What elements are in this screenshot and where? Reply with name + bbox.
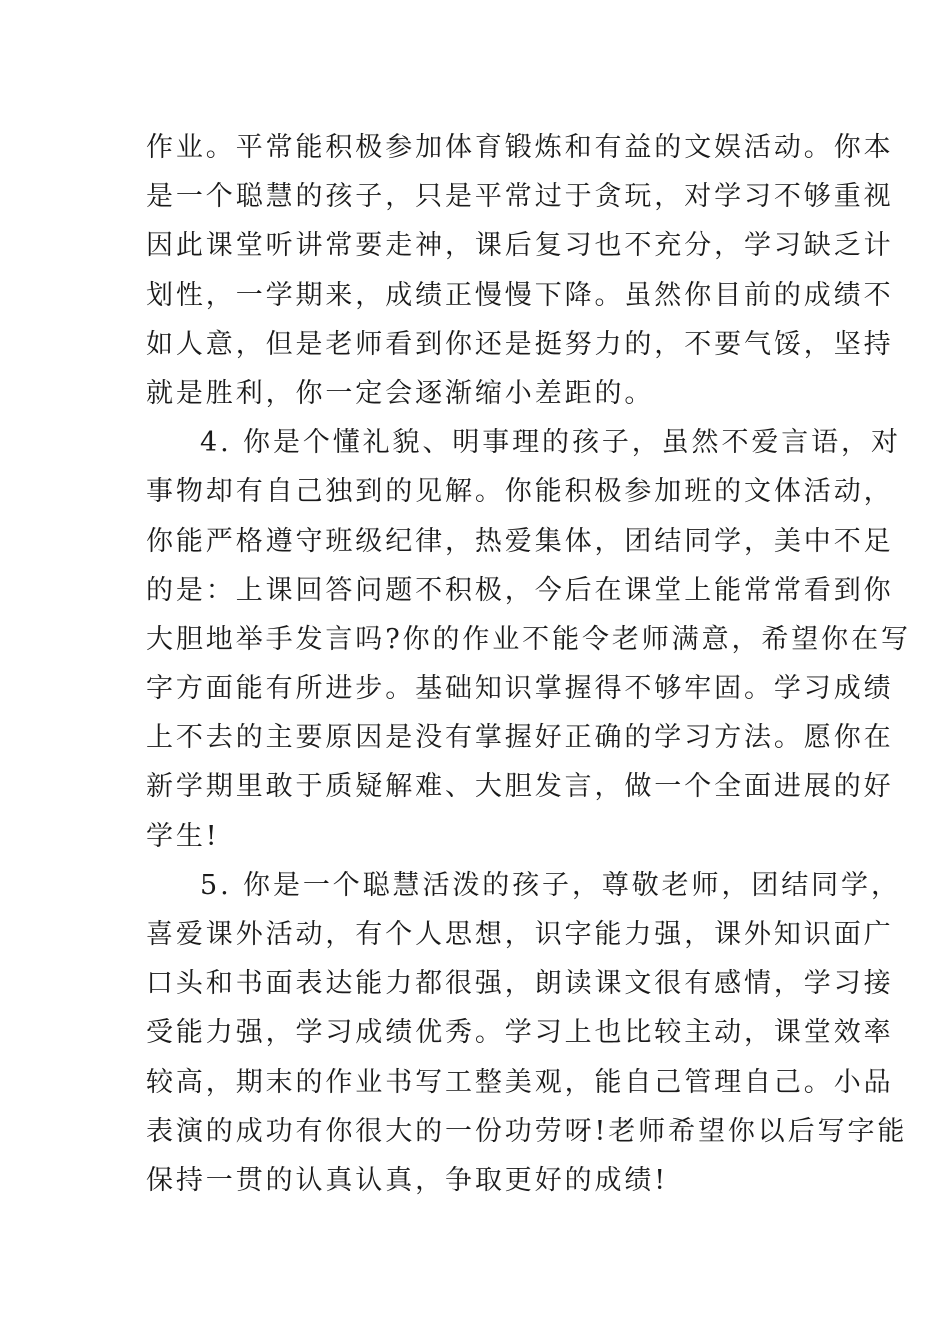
text-line: 4. 你是个懂礼貌、明事理的孩子，虽然不爱言语，对 — [200, 427, 901, 459]
text-line: 上不去的主要原因是没有掌握好正确的学习方法。愿你在 — [146, 722, 894, 754]
document-body — [146, 123, 911, 1205]
text-line: 受能力强，学习成绩优秀。学习上也比较主动，课堂效率 — [146, 1017, 894, 1049]
text-line: 如人意，但是老师看到你还是挺努力的，不要气馁，坚持 — [146, 328, 894, 360]
text-line: 5. 你是一个聪慧活泼的孩子，尊敬老师，团结同学， — [200, 869, 901, 901]
text-line: 大胆地举手发言吗?你的作业不能令老师满意，希望你在写 — [146, 623, 911, 655]
text-line: 你能严格遵守班级纪律，热爱集体，团结同学，美中不足 — [146, 525, 894, 557]
paragraph-4 — [146, 418, 911, 861]
text-line: 较高，期末的作业书写工整美观，能自己管理自己。小品 — [146, 1066, 894, 1098]
text-line: 作业。平常能积极参加体育锻炼和有益的文娱活动。你本 — [146, 132, 894, 163]
text-line: 新学期里敢于质疑解难、大胆发言，做一个全面进展的好 — [146, 771, 894, 803]
text-line: 表演的成功有你很大的一份功劳呀!老师希望你以后写字能 — [146, 1115, 908, 1147]
text-line: 口头和书面表达能力都很强，朗读课文很有感情，学习接 — [146, 968, 894, 1000]
text-line: 字方面能有所进步。基础知识掌握得不够牢固。学习成绩 — [146, 673, 894, 705]
text-line: 因此课堂听讲常要走神，课后复习也不充分，学习缺乏计 — [146, 230, 894, 262]
text-line: 划性，一学期来，成绩正慢慢下降。虽然你目前的成绩不 — [146, 279, 894, 311]
text-line: 的是：上课回答问题不积极，今后在课堂上能常常看到你 — [146, 574, 894, 606]
text-line: 事物却有自己独到的见解。你能积极参加班的文体活动， — [146, 476, 894, 508]
text-line: 就是胜利，你一定会逐渐缩小差距的。 — [146, 377, 655, 409]
paragraph-5 — [146, 861, 908, 1205]
text-line: 喜爱课外活动，有个人思想，识字能力强，课外知识面广 — [146, 919, 894, 950]
paragraph-3-continued — [146, 123, 894, 418]
text-line: 学生! — [146, 820, 220, 852]
text-line: 是一个聪慧的孩子，只是平常过于贪玩，对学习不够重视 — [146, 181, 894, 213]
text-line: 保持一贯的认真认真，争取更好的成绩! — [146, 1164, 669, 1196]
